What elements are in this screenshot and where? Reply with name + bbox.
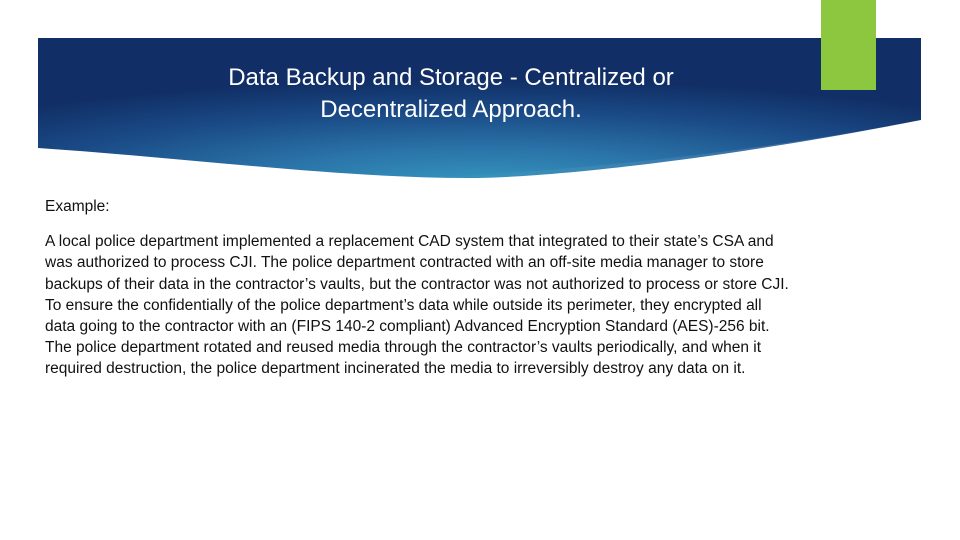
body-line: backups of their data in the contractor’s vaults, but the contractor was not authorized to process or store CJI. [45,275,789,293]
slide-title [38,62,864,126]
body-line: To ensure the confidentially of the police department’s data while outside its perimeter, they encrypted all [45,296,762,314]
slide-title-line: Decentralized Approach. [320,96,582,123]
body-line: data going to the contractor with an (FIPS 140-2 compliant) Advanced Encryption Standard (AES)-256 bit. [45,318,770,336]
body-line: was authorized to process CJI. The police department contracted with an off-site media manager to store [45,254,764,272]
body-line: A local police department implemented a replacement CAD system that integrated to their state’s CSA and [45,233,774,251]
slide-body [45,196,915,380]
example-label: Example: [45,198,110,215]
body-line: required destruction, the police department incinerated the media to irreversibly destroy any data on it. [45,360,746,378]
body-line: The police department rotated and reused media through the contractor’s vaults periodically, and when it [45,339,762,357]
slide-title-line: Data Backup and Storage - Centralized or [228,64,674,91]
